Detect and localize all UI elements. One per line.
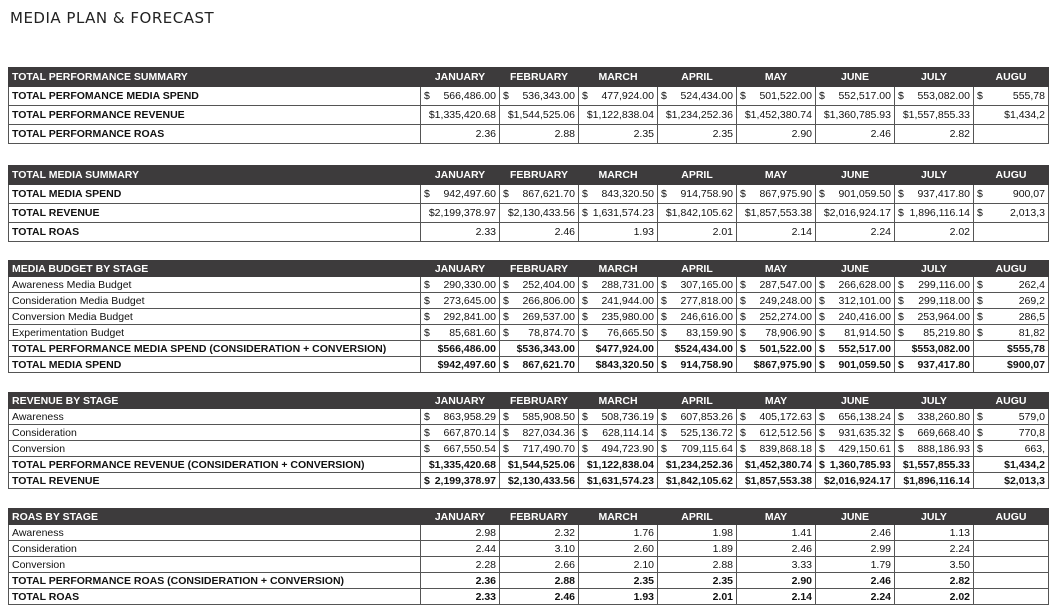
value-cell[interactable]: 2.66 [500,557,579,573]
row-label-cell[interactable]: TOTAL PERFORMANCE REVENUE [9,106,421,125]
value-cell[interactable]: $1,544,525.06 [500,106,579,125]
value-cell[interactable]: 2.35 [579,125,658,144]
month-header-cell[interactable]: MAY [737,261,816,277]
value-cell[interactable]: $ 914,758.90 [658,357,737,373]
value-cell[interactable]: 2.82 [895,573,974,589]
value-cell[interactable]: $ 494,723.90 [579,441,658,457]
table-row [9,341,1049,357]
month-header-cell[interactable]: JANUARY [421,166,500,185]
value-cell[interactable]: $ 536,343.00 [500,87,579,106]
value-cell[interactable]: $536,343.00 [500,341,579,357]
month-header-cell[interactable]: MAY [737,393,816,409]
value-cell[interactable]: $1,544,525.06 [500,457,579,473]
total-performance-summary-table [8,67,1049,144]
value-cell[interactable]: 2.24 [895,541,974,557]
value-cell[interactable]: $ 867,975.90 [737,185,816,204]
value-cell[interactable]: $ 338,260.80 [895,409,974,425]
value-cell[interactable]: $ 607,853.26 [658,409,737,425]
month-header-cell[interactable]: AUGU [974,509,1049,525]
month-header-cell[interactable]: APRIL [658,509,737,525]
value-cell[interactable]: $ 843,320.50 [579,185,658,204]
value-cell[interactable]: $ 252,274.00 [737,309,816,325]
month-header-cell[interactable]: JULY [895,166,974,185]
table-row [9,441,1049,457]
value-cell[interactable]: $ 1,360,785.93 [816,457,895,473]
month-header-cell[interactable]: FEBRUARY [500,68,579,87]
value-cell[interactable]: $ 78,874.70 [500,325,579,341]
value-cell[interactable]: $ 937,417.80 [895,357,974,373]
value-cell[interactable]: $2,130,433.56 [500,473,579,489]
month-header-cell[interactable]: JUNE [816,68,895,87]
value-cell[interactable]: $ 827,034.36 [500,425,579,441]
value-cell[interactable]: $ 628,114.14 [579,425,658,441]
value-cell[interactable]: $ 307,165.00 [658,277,737,293]
value-cell[interactable]: 2.90 [737,125,816,144]
value-cell[interactable]: 2.46 [816,125,895,144]
table-row [9,525,1049,541]
value-cell[interactable]: $ 942,497.60 [421,185,500,204]
table-row [9,541,1049,557]
value-cell[interactable] [974,125,1049,144]
month-header-cell[interactable]: MAY [737,166,816,185]
value-cell[interactable]: $ 656,138.24 [816,409,895,425]
value-cell[interactable]: 1.93 [579,223,658,242]
value-cell[interactable]: $ 717,490.70 [500,441,579,457]
table-header-row [9,166,1049,185]
value-cell[interactable]: 2.46 [816,573,895,589]
value-cell[interactable]: $ 1,631,574.23 [579,204,658,223]
value-cell[interactable]: 2.35 [658,125,737,144]
row-label-cell[interactable]: TOTAL REVENUE [9,204,421,223]
table-row [9,293,1049,309]
value-cell[interactable]: $ 81,82 [974,325,1049,341]
table-row [9,125,1049,144]
value-cell[interactable]: $1,857,553.38 [737,473,816,489]
value-cell[interactable]: $ 937,417.80 [895,185,974,204]
value-cell[interactable]: $ 770,8 [974,425,1049,441]
value-cell[interactable]: 2.98 [421,525,500,541]
value-cell[interactable]: 2.82 [895,125,974,144]
table-row [9,457,1049,473]
value-cell[interactable]: 1.76 [579,525,658,541]
month-header-cell[interactable]: MARCH [579,509,658,525]
value-cell[interactable]: $1,122,838.04 [579,457,658,473]
value-cell[interactable]: $1,335,420.68 [421,106,500,125]
row-label-cell[interactable]: TOTAL ROAS [9,223,421,242]
value-cell[interactable]: $ 867,621.70 [500,357,579,373]
value-cell[interactable]: 1.89 [658,541,737,557]
value-cell[interactable]: $2,130,433.56 [500,204,579,223]
value-cell[interactable]: 2.24 [816,589,895,605]
table-row [9,106,1049,125]
value-cell[interactable]: $ 667,870.14 [421,425,500,441]
row-label-cell[interactable]: TOTAL MEDIA SPEND [9,185,421,204]
value-cell[interactable]: $ 553,082.00 [895,87,974,106]
value-cell[interactable]: $1,557,855.33 [895,457,974,473]
value-cell[interactable]: $ 253,964.00 [895,309,974,325]
value-cell[interactable]: $ 273,645.00 [421,293,500,309]
value-cell[interactable]: $ 839,868.18 [737,441,816,457]
value-cell[interactable]: $900,07 [974,357,1049,373]
value-cell[interactable]: $2,016,924.17 [816,473,895,489]
month-header-cell[interactable]: MARCH [579,393,658,409]
media-budget-by-stage-table [8,260,1049,373]
value-cell[interactable]: 2.33 [421,223,500,242]
value-cell[interactable]: 2.35 [579,573,658,589]
value-cell[interactable] [974,541,1049,557]
value-cell[interactable]: 2.46 [500,589,579,605]
row-label-cell[interactable]: TOTAL MEDIA SPEND [9,357,421,373]
table-row [9,557,1049,573]
row-label-cell[interactable]: Awareness [9,525,421,541]
value-cell[interactable]: 2.14 [737,589,816,605]
value-cell[interactable]: $942,497.60 [421,357,500,373]
value-cell[interactable]: $ 508,736.19 [579,409,658,425]
month-header-cell[interactable]: JANUARY [421,261,500,277]
value-cell[interactable]: $1,631,574.23 [579,473,658,489]
value-cell[interactable]: $ 525,136.72 [658,425,737,441]
month-header-cell[interactable]: FEBRUARY [500,393,579,409]
table-header-row [9,68,1049,87]
value-cell[interactable]: $ 524,434.00 [658,87,737,106]
table-section-title[interactable]: MEDIA BUDGET BY STAGE [9,261,421,277]
value-cell[interactable]: $1,234,252.36 [658,106,737,125]
table-row [9,223,1049,242]
month-header-cell[interactable]: JUNE [816,261,895,277]
value-cell[interactable]: $ 83,159.90 [658,325,737,341]
row-label-cell[interactable]: Experimentation Budget [9,325,421,341]
value-cell[interactable]: 2.90 [737,573,816,589]
value-cell[interactable]: $ 901,059.50 [816,185,895,204]
value-cell[interactable]: $566,486.00 [421,341,500,357]
value-cell[interactable]: $2,013,3 [974,473,1049,489]
value-cell[interactable]: 2.46 [816,525,895,541]
value-cell[interactable]: $ 585,908.50 [500,409,579,425]
value-cell[interactable]: $1,452,380.74 [737,106,816,125]
value-cell[interactable]: 2.02 [895,589,974,605]
value-cell[interactable]: 1.98 [658,525,737,541]
table-row [9,309,1049,325]
value-cell[interactable]: 2.32 [500,525,579,541]
value-cell[interactable]: $555,78 [974,341,1049,357]
revenue-by-stage-table [8,392,1049,489]
value-cell[interactable]: 2.88 [500,125,579,144]
row-label-cell[interactable]: TOTAL ROAS [9,589,421,605]
month-header-cell[interactable]: FEBRUARY [500,166,579,185]
row-label-cell[interactable]: TOTAL PERFORMANCE MEDIA SPEND (CONSIDERATION + CONVERSION) [9,341,421,357]
month-header-cell[interactable]: JUNE [816,509,895,525]
value-cell[interactable]: $ 501,522.00 [737,341,816,357]
row-label-cell[interactable]: Conversion [9,557,421,573]
table-row [9,185,1049,204]
value-cell[interactable]: $1,452,380.74 [737,457,816,473]
value-cell[interactable]: 3.33 [737,557,816,573]
table-section-title[interactable]: TOTAL MEDIA SUMMARY [9,166,421,185]
value-cell[interactable]: $553,082.00 [895,341,974,357]
value-cell[interactable]: 2.36 [421,573,500,589]
row-label-cell[interactable]: TOTAL PERFORMANCE REVENUE (CONSIDERATION + CONVERSION) [9,457,421,473]
value-cell[interactable]: $1,434,2 [974,106,1049,125]
value-cell[interactable]: $ 612,512.56 [737,425,816,441]
value-cell[interactable]: $ 252,404.00 [500,277,579,293]
value-cell[interactable]: $ 429,150.61 [816,441,895,457]
value-cell[interactable] [974,573,1049,589]
value-cell[interactable] [974,525,1049,541]
value-cell[interactable]: $ 312,101.00 [816,293,895,309]
value-cell[interactable]: $ 249,248.00 [737,293,816,309]
month-header-cell[interactable]: JULY [895,393,974,409]
month-header-cell[interactable]: MAY [737,68,816,87]
value-cell[interactable]: $1,335,420.68 [421,457,500,473]
value-cell[interactable]: 2.35 [658,573,737,589]
value-cell[interactable]: $ 262,4 [974,277,1049,293]
table-section-title[interactable]: REVENUE BY STAGE [9,393,421,409]
value-cell[interactable]: $ 901,059.50 [816,357,895,373]
value-cell[interactable]: $843,320.50 [579,357,658,373]
value-cell[interactable]: 2.02 [895,223,974,242]
row-label-cell[interactable]: Consideration [9,425,421,441]
value-cell[interactable]: $ 277,818.00 [658,293,737,309]
value-cell[interactable]: $ 286,5 [974,309,1049,325]
total-media-summary-table [8,165,1049,242]
value-cell[interactable]: $867,975.90 [737,357,816,373]
value-cell[interactable]: $ 266,628.00 [816,277,895,293]
table-row [9,357,1049,373]
value-cell[interactable]: 2.24 [816,223,895,242]
value-cell[interactable]: $ 667,550.54 [421,441,500,457]
roas-by-stage-table [8,508,1049,605]
value-cell[interactable]: 2.46 [737,541,816,557]
value-cell[interactable]: $ 85,219.80 [895,325,974,341]
table-header-row [9,393,1049,409]
month-header-cell[interactable]: APRIL [658,261,737,277]
value-cell[interactable]: $ 2,013,3 [974,204,1049,223]
month-header-cell[interactable]: FEBRUARY [500,509,579,525]
row-label-cell[interactable]: Conversion [9,441,421,457]
value-cell[interactable]: $ 2,199,378.97 [421,473,500,489]
row-label-cell[interactable]: TOTAL PERFOMANCE MEDIA SPEND [9,87,421,106]
value-cell[interactable]: 1.13 [895,525,974,541]
row-label-cell[interactable]: Conversion Media Budget [9,309,421,325]
row-label-cell[interactable]: Consideration [9,541,421,557]
value-cell[interactable]: $ 287,547.00 [737,277,816,293]
month-header-cell[interactable]: JUNE [816,166,895,185]
value-cell[interactable]: 2.88 [658,557,737,573]
value-cell[interactable]: $477,924.00 [579,341,658,357]
month-header-cell[interactable]: JANUARY [421,68,500,87]
value-cell[interactable]: 1.79 [816,557,895,573]
value-cell[interactable]: $ 552,517.00 [816,87,895,106]
table-row [9,425,1049,441]
month-header-cell[interactable]: AUGU [974,393,1049,409]
value-cell[interactable]: 3.10 [500,541,579,557]
value-cell[interactable]: $2,199,378.97 [421,204,500,223]
value-cell[interactable]: 2.44 [421,541,500,557]
month-header-cell[interactable]: JULY [895,68,974,87]
value-cell[interactable]: $ 299,118.00 [895,293,974,309]
value-cell[interactable]: 1.41 [737,525,816,541]
value-cell[interactable]: $1,557,855.33 [895,106,974,125]
value-cell[interactable]: 2.88 [500,573,579,589]
table-row [9,204,1049,223]
value-cell[interactable]: $ 299,116.00 [895,277,974,293]
value-cell[interactable]: 2.10 [579,557,658,573]
month-header-cell[interactable]: FEBRUARY [500,261,579,277]
page-title: MEDIA PLAN & FORECAST [10,9,215,27]
row-label-cell[interactable]: TOTAL PERFORMANCE ROAS [9,125,421,144]
month-header-cell[interactable]: MARCH [579,261,658,277]
value-cell[interactable]: 2.01 [658,589,737,605]
row-label-cell[interactable]: TOTAL REVENUE [9,473,421,489]
table-row [9,325,1049,341]
value-cell[interactable]: 2.60 [579,541,658,557]
value-cell[interactable]: $ 914,758.90 [658,185,737,204]
row-label-cell[interactable]: TOTAL PERFORMANCE ROAS (CONSIDERATION + CONVERSION) [9,573,421,589]
table-row [9,473,1049,489]
row-label-cell[interactable]: Consideration Media Budget [9,293,421,309]
value-cell[interactable]: $ 290,330.00 [421,277,500,293]
value-cell[interactable]: $ 269,537.00 [500,309,579,325]
row-label-cell[interactable]: Awareness Media Budget [9,277,421,293]
month-header-cell[interactable]: MARCH [579,166,658,185]
table-header-row [9,509,1049,525]
month-header-cell[interactable]: APRIL [658,166,737,185]
row-label-cell[interactable]: Awareness [9,409,421,425]
value-cell[interactable]: 2.33 [421,589,500,605]
value-cell[interactable]: $1,842,105.62 [658,473,737,489]
month-header-cell[interactable]: AUGU [974,166,1049,185]
table-section-title[interactable]: TOTAL PERFORMANCE SUMMARY [9,68,421,87]
month-header-cell[interactable]: AUGU [974,261,1049,277]
table-row [9,277,1049,293]
value-cell[interactable]: $ 266,806.00 [500,293,579,309]
value-cell[interactable]: $ 76,665.50 [579,325,658,341]
value-cell[interactable]: $ 85,681.60 [421,325,500,341]
value-cell[interactable]: $ 501,522.00 [737,87,816,106]
value-cell[interactable]: $ 78,906.90 [737,325,816,341]
value-cell[interactable]: $1,896,116.14 [895,473,974,489]
table-row [9,87,1049,106]
table-row [9,589,1049,605]
value-cell[interactable]: $ 246,616.00 [658,309,737,325]
value-cell[interactable]: $1,360,785.93 [816,106,895,125]
value-cell[interactable]: $ 240,416.00 [816,309,895,325]
month-header-cell[interactable]: JULY [895,261,974,277]
table-row [9,573,1049,589]
value-cell[interactable]: $ 235,980.00 [579,309,658,325]
value-cell[interactable]: $ 863,958.29 [421,409,500,425]
value-cell[interactable]: 2.36 [421,125,500,144]
value-cell[interactable]: $1,434,2 [974,457,1049,473]
value-cell[interactable]: 2.46 [500,223,579,242]
month-header-cell[interactable]: MAY [737,509,816,525]
value-cell[interactable]: $1,122,838.04 [579,106,658,125]
value-cell[interactable]: 2.99 [816,541,895,557]
value-cell[interactable] [974,589,1049,605]
value-cell[interactable]: $ 709,115.64 [658,441,737,457]
value-cell[interactable]: $ 269,2 [974,293,1049,309]
value-cell[interactable]: $ 579,0 [974,409,1049,425]
value-cell[interactable]: $524,434.00 [658,341,737,357]
value-cell[interactable]: $ 288,731.00 [579,277,658,293]
value-cell[interactable]: $ 555,78 [974,87,1049,106]
value-cell[interactable]: 2.28 [421,557,500,573]
value-cell[interactable]: $ 931,635.32 [816,425,895,441]
value-cell[interactable]: 3.50 [895,557,974,573]
value-cell[interactable]: $ 292,841.00 [421,309,500,325]
month-header-cell[interactable]: APRIL [658,393,737,409]
value-cell[interactable] [974,557,1049,573]
value-cell[interactable] [974,223,1049,242]
value-cell[interactable]: 2.14 [737,223,816,242]
month-header-cell[interactable]: AUGU [974,68,1049,87]
value-cell[interactable]: $ 566,486.00 [421,87,500,106]
value-cell[interactable]: $ 477,924.00 [579,87,658,106]
value-cell[interactable]: $ 405,172.63 [737,409,816,425]
value-cell[interactable]: $ 669,668.40 [895,425,974,441]
value-cell[interactable]: $1,842,105.62 [658,204,737,223]
value-cell[interactable]: $ 81,914.50 [816,325,895,341]
month-header-cell[interactable]: MARCH [579,68,658,87]
value-cell[interactable]: $ 867,621.70 [500,185,579,204]
value-cell[interactable]: $2,016,924.17 [816,204,895,223]
value-cell[interactable]: $ 663, [974,441,1049,457]
month-header-cell[interactable]: APRIL [658,68,737,87]
value-cell[interactable]: $1,234,252.36 [658,457,737,473]
value-cell[interactable]: $1,857,553.38 [737,204,816,223]
month-header-cell[interactable]: JANUARY [421,393,500,409]
month-header-cell[interactable]: JANUARY [421,509,500,525]
value-cell[interactable]: 2.01 [658,223,737,242]
table-header-row [9,261,1049,277]
table-row [9,409,1049,425]
value-cell[interactable]: $ 900,07 [974,185,1049,204]
month-header-cell[interactable]: JUNE [816,393,895,409]
value-cell[interactable]: $ 1,896,116.14 [895,204,974,223]
month-header-cell[interactable]: JULY [895,509,974,525]
value-cell[interactable]: $ 241,944.00 [579,293,658,309]
value-cell[interactable]: 1.93 [579,589,658,605]
value-cell[interactable]: $ 888,186.93 [895,441,974,457]
table-section-title[interactable]: ROAS BY STAGE [9,509,421,525]
value-cell[interactable]: $ 552,517.00 [816,341,895,357]
